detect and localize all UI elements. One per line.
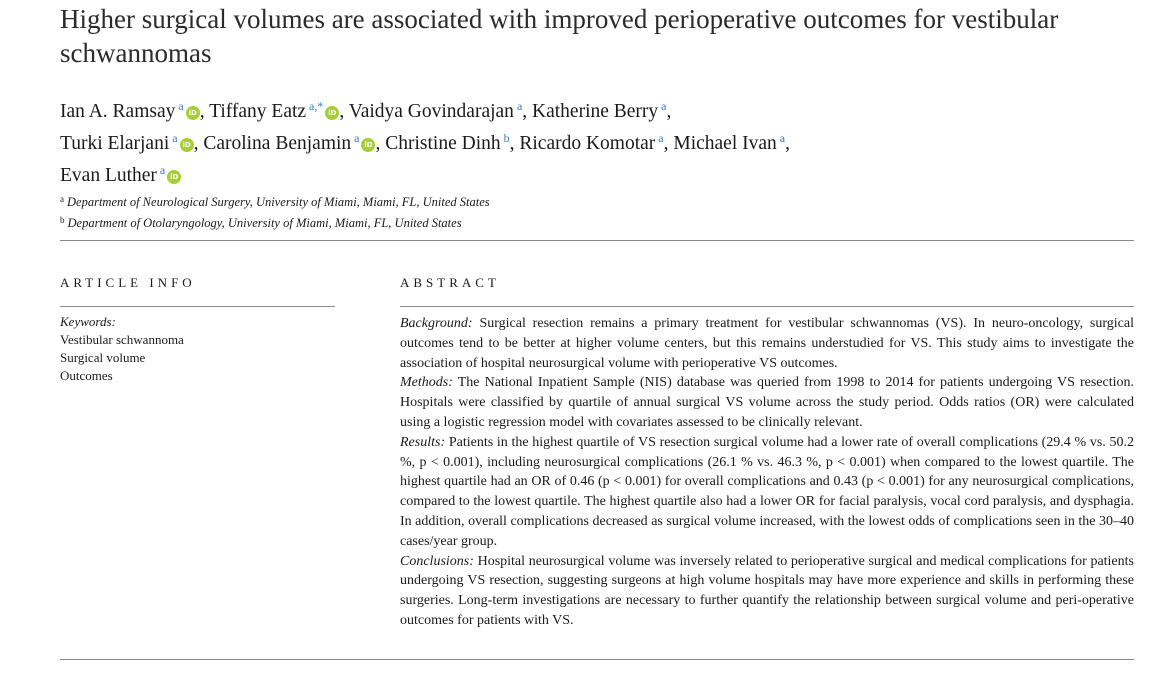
abstract-methods <box>400 373 1134 432</box>
author-name[interactable]: Michael Ivan <box>673 133 777 154</box>
affiliation-superscript[interactable]: a <box>178 99 184 113</box>
keywords-label: Keywords: <box>60 314 116 329</box>
keyword: Vestibular schwannoma <box>60 332 184 347</box>
author[interactable] <box>60 101 205 122</box>
orcid-icon[interactable]: iD <box>180 138 194 152</box>
divider <box>60 306 335 307</box>
section-label: Results: <box>400 434 446 450</box>
keywords <box>60 313 184 385</box>
article-title: Higher surgical volumes are associated with improved perioperative outcomes for vestibular schwannomas <box>60 4 1059 68</box>
author[interactable] <box>203 133 380 154</box>
affiliation-superscript[interactable]: b <box>503 131 510 145</box>
author-name[interactable]: Carolina Benjamin <box>203 133 352 154</box>
author-separator: , <box>193 133 199 154</box>
affiliation-mark: b <box>60 215 65 225</box>
affiliation-superscript[interactable]: a <box>354 131 360 145</box>
affiliation-mark: a <box>60 194 64 204</box>
author-name[interactable]: Evan Luther <box>60 165 157 186</box>
abstract-heading: ABSTRACT <box>400 275 500 290</box>
author-name[interactable]: Katherine Berry <box>532 101 659 122</box>
section-text: Surgical resection remains a primary treatment for vestibular schwannomas (VS). In neuro-oncology, surgical outcomes tend to be better at higher volume centers, but this remains understudied for VS. This study aims to investigate the association of hospital neurosurgical volume with perioperative VS outcomes. <box>400 316 1134 371</box>
affiliation-superscript[interactable]: a,* <box>309 99 324 113</box>
section-text: Hospital neurosurgical volume was inversely related to perioperative surgical and medical complications for patients undergoing VS resection, suggesting surgeons at high volume hospitals may have more experience and skills in performing these surgeries. Long-term investigations are necessary to further quantify the relationship between surgical volume and peri-operative outcomes for patients with VS. <box>400 553 1134 628</box>
abstract-conclusions <box>400 552 1134 631</box>
section-text: The National Inpatient Sample (NIS) database was queried from 1998 to 2014 for patients undergoing VS resection. Hospitals were classified by quartile of annual surgical VS volume across the study period. Odds ratios (OR) were calculated using a logistic regression model with covariates assessed to be clinically relevant. <box>400 375 1134 430</box>
affiliation-text: Department of Neurological Surgery, University of Miami, Miami, FL, United States <box>67 195 490 209</box>
affiliation-superscript[interactable]: a <box>661 99 667 113</box>
orcid-icon[interactable]: iD <box>167 170 181 184</box>
divider <box>400 306 1134 307</box>
divider <box>60 659 1134 660</box>
keyword: Surgical volume <box>60 350 146 365</box>
orcid-icon[interactable]: iD <box>186 106 200 120</box>
affiliations <box>60 190 490 232</box>
affiliation-superscript[interactable]: a <box>516 99 523 113</box>
author-list <box>60 93 1140 189</box>
author[interactable] <box>60 133 198 154</box>
author-separator: , <box>666 101 672 122</box>
author-name[interactable]: Ricardo Komotar <box>519 133 656 154</box>
keyword: Outcomes <box>60 368 113 383</box>
author[interactable] <box>60 165 181 186</box>
orcid-icon[interactable]: iD <box>361 138 375 152</box>
author-separator: , <box>663 133 669 154</box>
author[interactable] <box>673 133 790 154</box>
affiliation-superscript[interactable]: a <box>779 131 786 145</box>
author-separator: , <box>375 133 381 154</box>
author-separator: , <box>509 133 515 154</box>
author-separator: , <box>339 101 345 122</box>
author[interactable] <box>349 101 527 122</box>
orcid-icon[interactable]: iD <box>325 106 339 120</box>
author-name[interactable]: Christine Dinh <box>385 133 501 154</box>
author-name[interactable]: Turki Elarjani <box>60 133 170 154</box>
section-text: Patients in the highest quartile of VS resection surgical volume had a lower rate of overall complications (29.4 % vs. 50.2 %, p < 0.001), including neurosurgical complications (26.1 % vs. 46.3 %, p < 0.001) when compared to the lowest quartile. The highest quartile had an OR of 0.46 (p < 0.001) for overall complications and 0.43 (p < 0.001) for any neurosurgical complications, compared to the lowest quartile. The highest quartile also had a lower OR for facial paralysis, vocal cord paralysis, and dysphagia. In addition, overall complications decreased as surgical volume increased, with the lowest odds of complications seen in the 30–40 cases/year group. <box>400 434 1135 549</box>
section-label: Methods: <box>400 375 453 391</box>
abstract-background <box>400 314 1134 373</box>
author[interactable] <box>519 133 668 154</box>
author-name[interactable]: Vaidya Govindarajan <box>348 101 514 122</box>
divider <box>60 240 1134 241</box>
abstract-results <box>400 433 1134 552</box>
affiliation-text: Department of Otolaryngology, University of Miami, Miami, FL, United States <box>67 216 462 230</box>
author-separator: , <box>785 133 790 154</box>
author-name[interactable]: Tiffany Eatz <box>209 101 307 122</box>
affiliation-superscript[interactable]: a <box>658 131 664 145</box>
affiliation-b <box>60 211 490 232</box>
author-separator: , <box>199 101 205 122</box>
article-info-heading: ARTICLE INFO <box>60 275 196 290</box>
author-separator: , <box>522 101 528 122</box>
author[interactable] <box>532 101 671 122</box>
section-label: Background: <box>400 316 473 331</box>
section-label: Conclusions: <box>400 553 474 569</box>
author[interactable] <box>385 133 514 154</box>
author[interactable] <box>209 101 344 122</box>
abstract-body <box>400 314 1134 631</box>
affiliation-superscript[interactable]: a <box>172 131 178 145</box>
affiliation-superscript[interactable]: a <box>159 163 166 177</box>
affiliation-a <box>60 190 490 211</box>
author-name[interactable]: Ian A. Ramsay <box>60 101 176 122</box>
